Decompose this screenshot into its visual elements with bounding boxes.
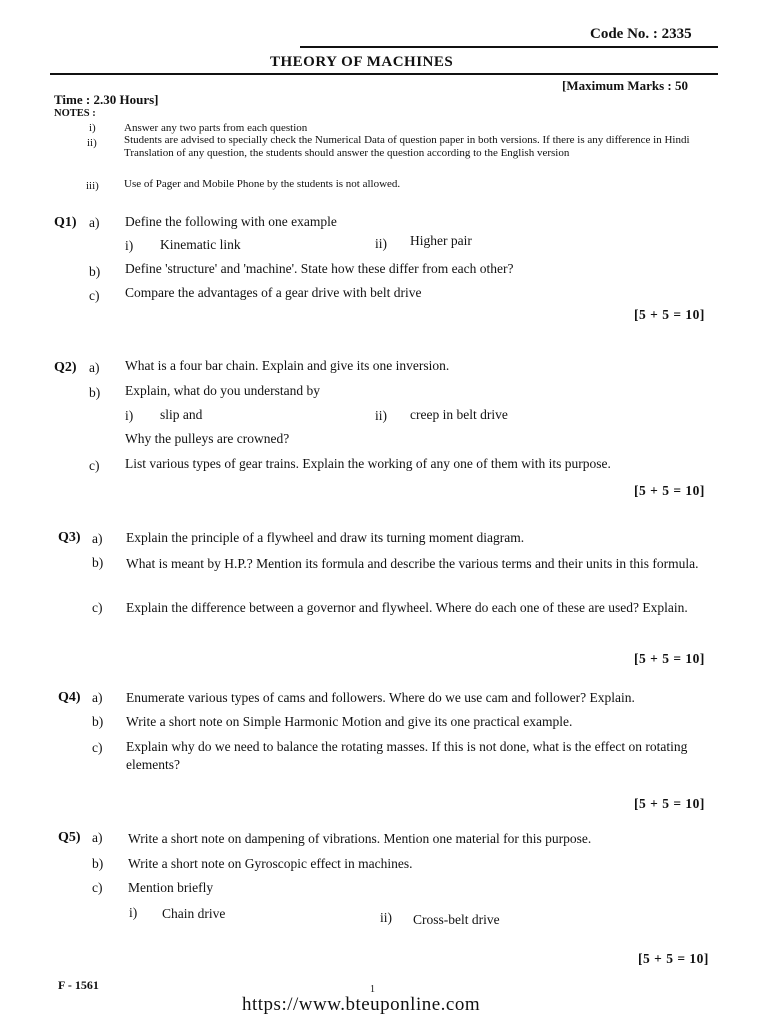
page-number: 1 xyxy=(370,984,375,995)
question-text: Mention briefly xyxy=(128,880,214,895)
question-text: Explain, what do you understand by xyxy=(125,383,320,398)
part-label: c) xyxy=(92,740,103,755)
sub-part-text: Chain drive xyxy=(162,906,226,921)
sub-part-text: Kinematic link xyxy=(160,237,241,252)
paper-code: Code No. : 2335 xyxy=(590,26,692,42)
header-rule-bottom xyxy=(50,73,718,75)
time-allowed: Time : 2.30 Hours] xyxy=(54,92,159,107)
header-rule-top xyxy=(300,46,718,48)
question-text: Compare the advantages of a gear drive with belt drive xyxy=(125,285,422,300)
part-label: b) xyxy=(92,555,104,570)
question-number: Q4) xyxy=(58,690,81,705)
question-number: Q1) xyxy=(54,215,77,230)
marks-allocation: [5 + 5 = 10] xyxy=(638,951,709,966)
question-text: Why the pulleys are crowned? xyxy=(125,431,290,446)
paper-title: THEORY OF MACHINES xyxy=(270,54,454,70)
sub-part-label: i) xyxy=(125,238,134,253)
part-label: c) xyxy=(89,288,100,303)
part-label: a) xyxy=(89,215,100,230)
marks-allocation: [5 + 5 = 10] xyxy=(634,307,705,322)
sub-part-label: i) xyxy=(125,408,134,423)
part-label: b) xyxy=(92,856,104,871)
part-label: a) xyxy=(92,690,103,705)
note-number: i) xyxy=(89,122,96,134)
sub-part-text: slip and xyxy=(160,407,203,422)
marks-allocation: [5 + 5 = 10] xyxy=(634,796,705,811)
question-number: Q3) xyxy=(58,530,81,545)
note-text: Use of Pager and Mobile Phone by the students is not allowed. xyxy=(124,178,401,190)
part-label: b) xyxy=(89,264,101,279)
note-number: iii) xyxy=(86,180,99,192)
question-text: Write a short note on dampening of vibrations. Mention one material for this purpose. xyxy=(128,831,592,846)
max-marks: [Maximum Marks : 50 xyxy=(562,78,689,93)
question-number: Q2) xyxy=(54,360,77,375)
question-text: Enumerate various types of cams and followers. Where do we use cam and follower? Explain. xyxy=(126,690,635,705)
question-text: Explain the principle of a flywheel and draw its turning moment diagram. xyxy=(126,530,525,545)
site-url-link[interactable]: https://www.bteuponline.com xyxy=(242,994,481,1015)
question-text: Write a short note on Simple Harmonic Motion and give its one practical example. xyxy=(126,714,573,729)
question-text: Explain why do we need to balance the rotating masses. If this is not done, what is the effect on rotating elements? xyxy=(126,739,688,772)
part-label: a) xyxy=(92,531,103,546)
question-text: Define the following with one example xyxy=(125,214,337,229)
question-number: Q5) xyxy=(58,830,81,845)
sub-part-label: ii) xyxy=(375,408,387,423)
note-text: Students are advised to specially check the Numerical Data of question paper in both versions. If there is any difference in Hindi Translation of any question, the students should answer the question according to the English version xyxy=(124,134,690,159)
question-text: What is a four bar chain. Explain and give its one inversion. xyxy=(125,358,450,373)
sub-part-label: ii) xyxy=(375,236,387,251)
question-text: Write a short note on Gyroscopic effect in machines. xyxy=(128,856,413,871)
sub-part-text: creep in belt drive xyxy=(410,407,508,422)
part-label: a) xyxy=(89,360,100,375)
sub-part-text: Higher pair xyxy=(410,233,472,248)
part-label: c) xyxy=(92,880,103,895)
question-text: Define 'structure' and 'machine'. State how these differ from each other? xyxy=(125,261,514,276)
note-text: Answer any two parts from each question xyxy=(124,122,308,134)
part-label: b) xyxy=(89,385,101,400)
question-text: What is meant by H.P.? Mention its formula and describe the various terms and their units in this formula. xyxy=(126,556,699,571)
sub-part-label: i) xyxy=(129,905,138,920)
question-text: List various types of gear trains. Explain the working of any one of them with its purpose. xyxy=(125,456,611,471)
notes-label: NOTES : xyxy=(54,108,96,119)
part-label: a) xyxy=(92,830,103,845)
part-label: c) xyxy=(92,600,103,615)
part-label: b) xyxy=(92,714,104,729)
marks-allocation: [5 + 5 = 10] xyxy=(634,483,705,498)
sub-part-label: ii) xyxy=(380,910,392,925)
marks-allocation: [5 + 5 = 10] xyxy=(634,651,705,666)
question-text: Explain the difference between a governor and flywheel. Where do each one of these are used? Explain. xyxy=(126,600,688,615)
form-code: F - 1561 xyxy=(58,978,99,992)
sub-part-text: Cross-belt drive xyxy=(413,912,500,927)
part-label: c) xyxy=(89,458,100,473)
note-number: ii) xyxy=(87,137,97,149)
